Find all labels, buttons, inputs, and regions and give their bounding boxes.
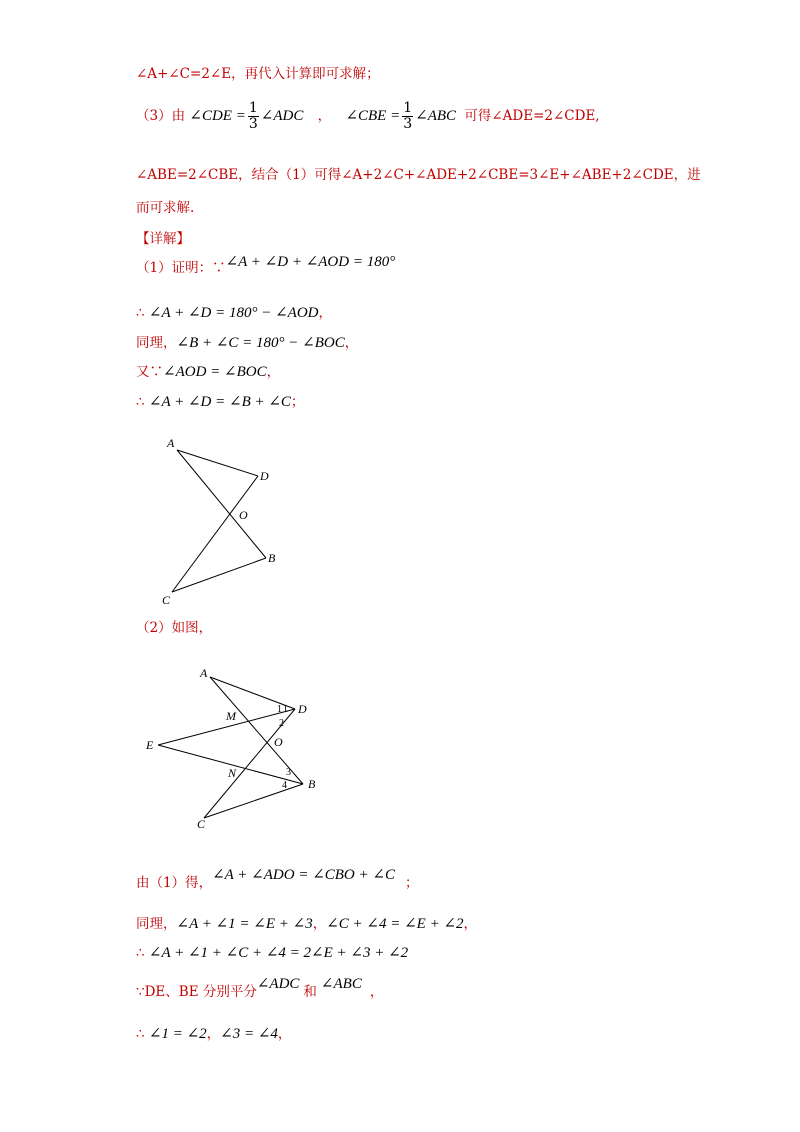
math-expr: ∠1 = ∠2 [148,1026,207,1042]
angle-label-4: 4 [282,780,287,791]
point-label-A: A [200,666,208,680]
math-expr: ∠ADC [260,108,304,124]
math-expr: ∠A + ∠D = 180° − ∠AOD [148,305,319,321]
math-expr: ∠A + ∠D + ∠AOD = 180° [225,254,396,270]
point-label-O: O [274,735,283,749]
math-expr: ∠A + ∠D = ∠B + ∠C [148,394,291,410]
therefore-symbol: ∴ [136,1026,145,1042]
punctuation: ， [463,916,478,932]
point-label-D: D [298,702,307,716]
math-expr: ∠ADC [256,976,300,992]
conjunction: 和 [303,984,317,1000]
proof-line [136,867,419,893]
math-expr: ∠A + ∠1 = ∠E + ∠3 [176,916,313,932]
segment-DC [172,476,258,592]
text-prefix: 同理， [136,335,177,351]
math-expr: ∠ABC [320,976,362,992]
text-line: 而可求解. [136,200,195,216]
proof-line [136,254,396,278]
fraction [402,101,413,132]
geometry-figure-2 [140,660,330,835]
proof-line [136,976,384,1002]
segment-AB [177,450,266,558]
punctuation: ， [266,364,281,380]
text-line: ∠A+∠C=2∠E，再代入计算即可求解； [136,66,380,82]
proof-line [136,392,304,412]
punctuation: ， [277,1026,292,1042]
fraction-denominator: 3 [403,116,413,132]
punctuation: ； [404,875,419,891]
text-line: ∠ABE=2∠CBE，结合（1）可得∠A+2∠C+∠ADE+2∠CBE=3∠E+∠ABE+2∠CDE，进 [136,167,701,183]
punctuation: ； [290,394,305,410]
point-label-B: B [268,551,276,565]
point-label-B: B [308,777,316,791]
point-label-C: C [197,817,206,831]
text-suffix: 可得∠ADE=2∠CDE, [464,108,600,124]
punctuation: ， [344,335,359,351]
proof-line [136,303,332,323]
math-expr: ∠ABC [415,108,457,124]
segment-AD [177,450,258,476]
point-label-A: A [167,436,175,450]
punctuation: ， [312,916,327,932]
proof-line [136,362,280,382]
math-expr: ∠3 = ∠4 [220,1026,278,1042]
proof-line [136,914,477,934]
point-label-C: C [162,593,171,607]
segment-BC [172,558,266,592]
section-heading: 【详解】 [136,231,190,247]
math-expr: ∠C + ∠4 = ∠E + ∠2 [326,916,464,932]
math-expr: ∠A + ∠1 + ∠C + ∠4 = 2∠E + ∠3 + ∠2 [148,945,409,961]
punctuation: ， [318,305,333,321]
proof-line [136,333,358,353]
math-expr: ∠CDE = [189,108,246,124]
fraction-numerator: 1 [248,100,258,116]
therefore-symbol: ∴ [136,305,145,321]
angle-label-1-alt: 1 [283,704,288,715]
text-line: （2）如图， [136,620,213,636]
math-expr: ∠CBE = [345,108,401,124]
proof-line [136,943,408,963]
math-expr: ∠A + ∠ADO = ∠CBO + ∠C [212,867,395,883]
text-prefix: ∵DE、BE 分别平分 [136,984,257,1000]
punctuation: ， [369,984,384,1000]
point-label-E: E [146,738,154,752]
point-label-N: N [228,766,237,780]
text-prefix: （3）由 [136,108,186,124]
angle-label-3: 3 [286,767,291,778]
punctuation: ， [206,1026,221,1042]
angle-label-1: 1 [277,704,282,715]
point-label-O: O [239,508,248,522]
text-line-fraction [136,101,600,132]
fraction-denominator: 3 [248,116,258,132]
proof-line [136,1024,291,1044]
fraction [248,101,259,132]
angle-label-2: 2 [279,718,284,729]
math-expr: ∠AOD = ∠BOC [163,364,267,380]
math-expr: ∠B + ∠C = 180° − ∠BOC [176,335,345,351]
text-prefix: （1）证明：∵ [136,260,226,276]
text-prefix: 由（1）得， [136,875,213,891]
point-label-D: D [260,469,269,483]
text-prefix: 又∵ [136,364,163,380]
therefore-symbol: ∴ [136,394,145,410]
point-label-M: M [226,709,236,723]
separator: ， [317,108,332,124]
fraction-numerator: 1 [403,100,413,116]
segment-BC [204,784,303,818]
geometry-figure-1 [150,430,300,610]
text-prefix: 同理， [136,916,177,932]
therefore-symbol: ∴ [136,945,145,961]
